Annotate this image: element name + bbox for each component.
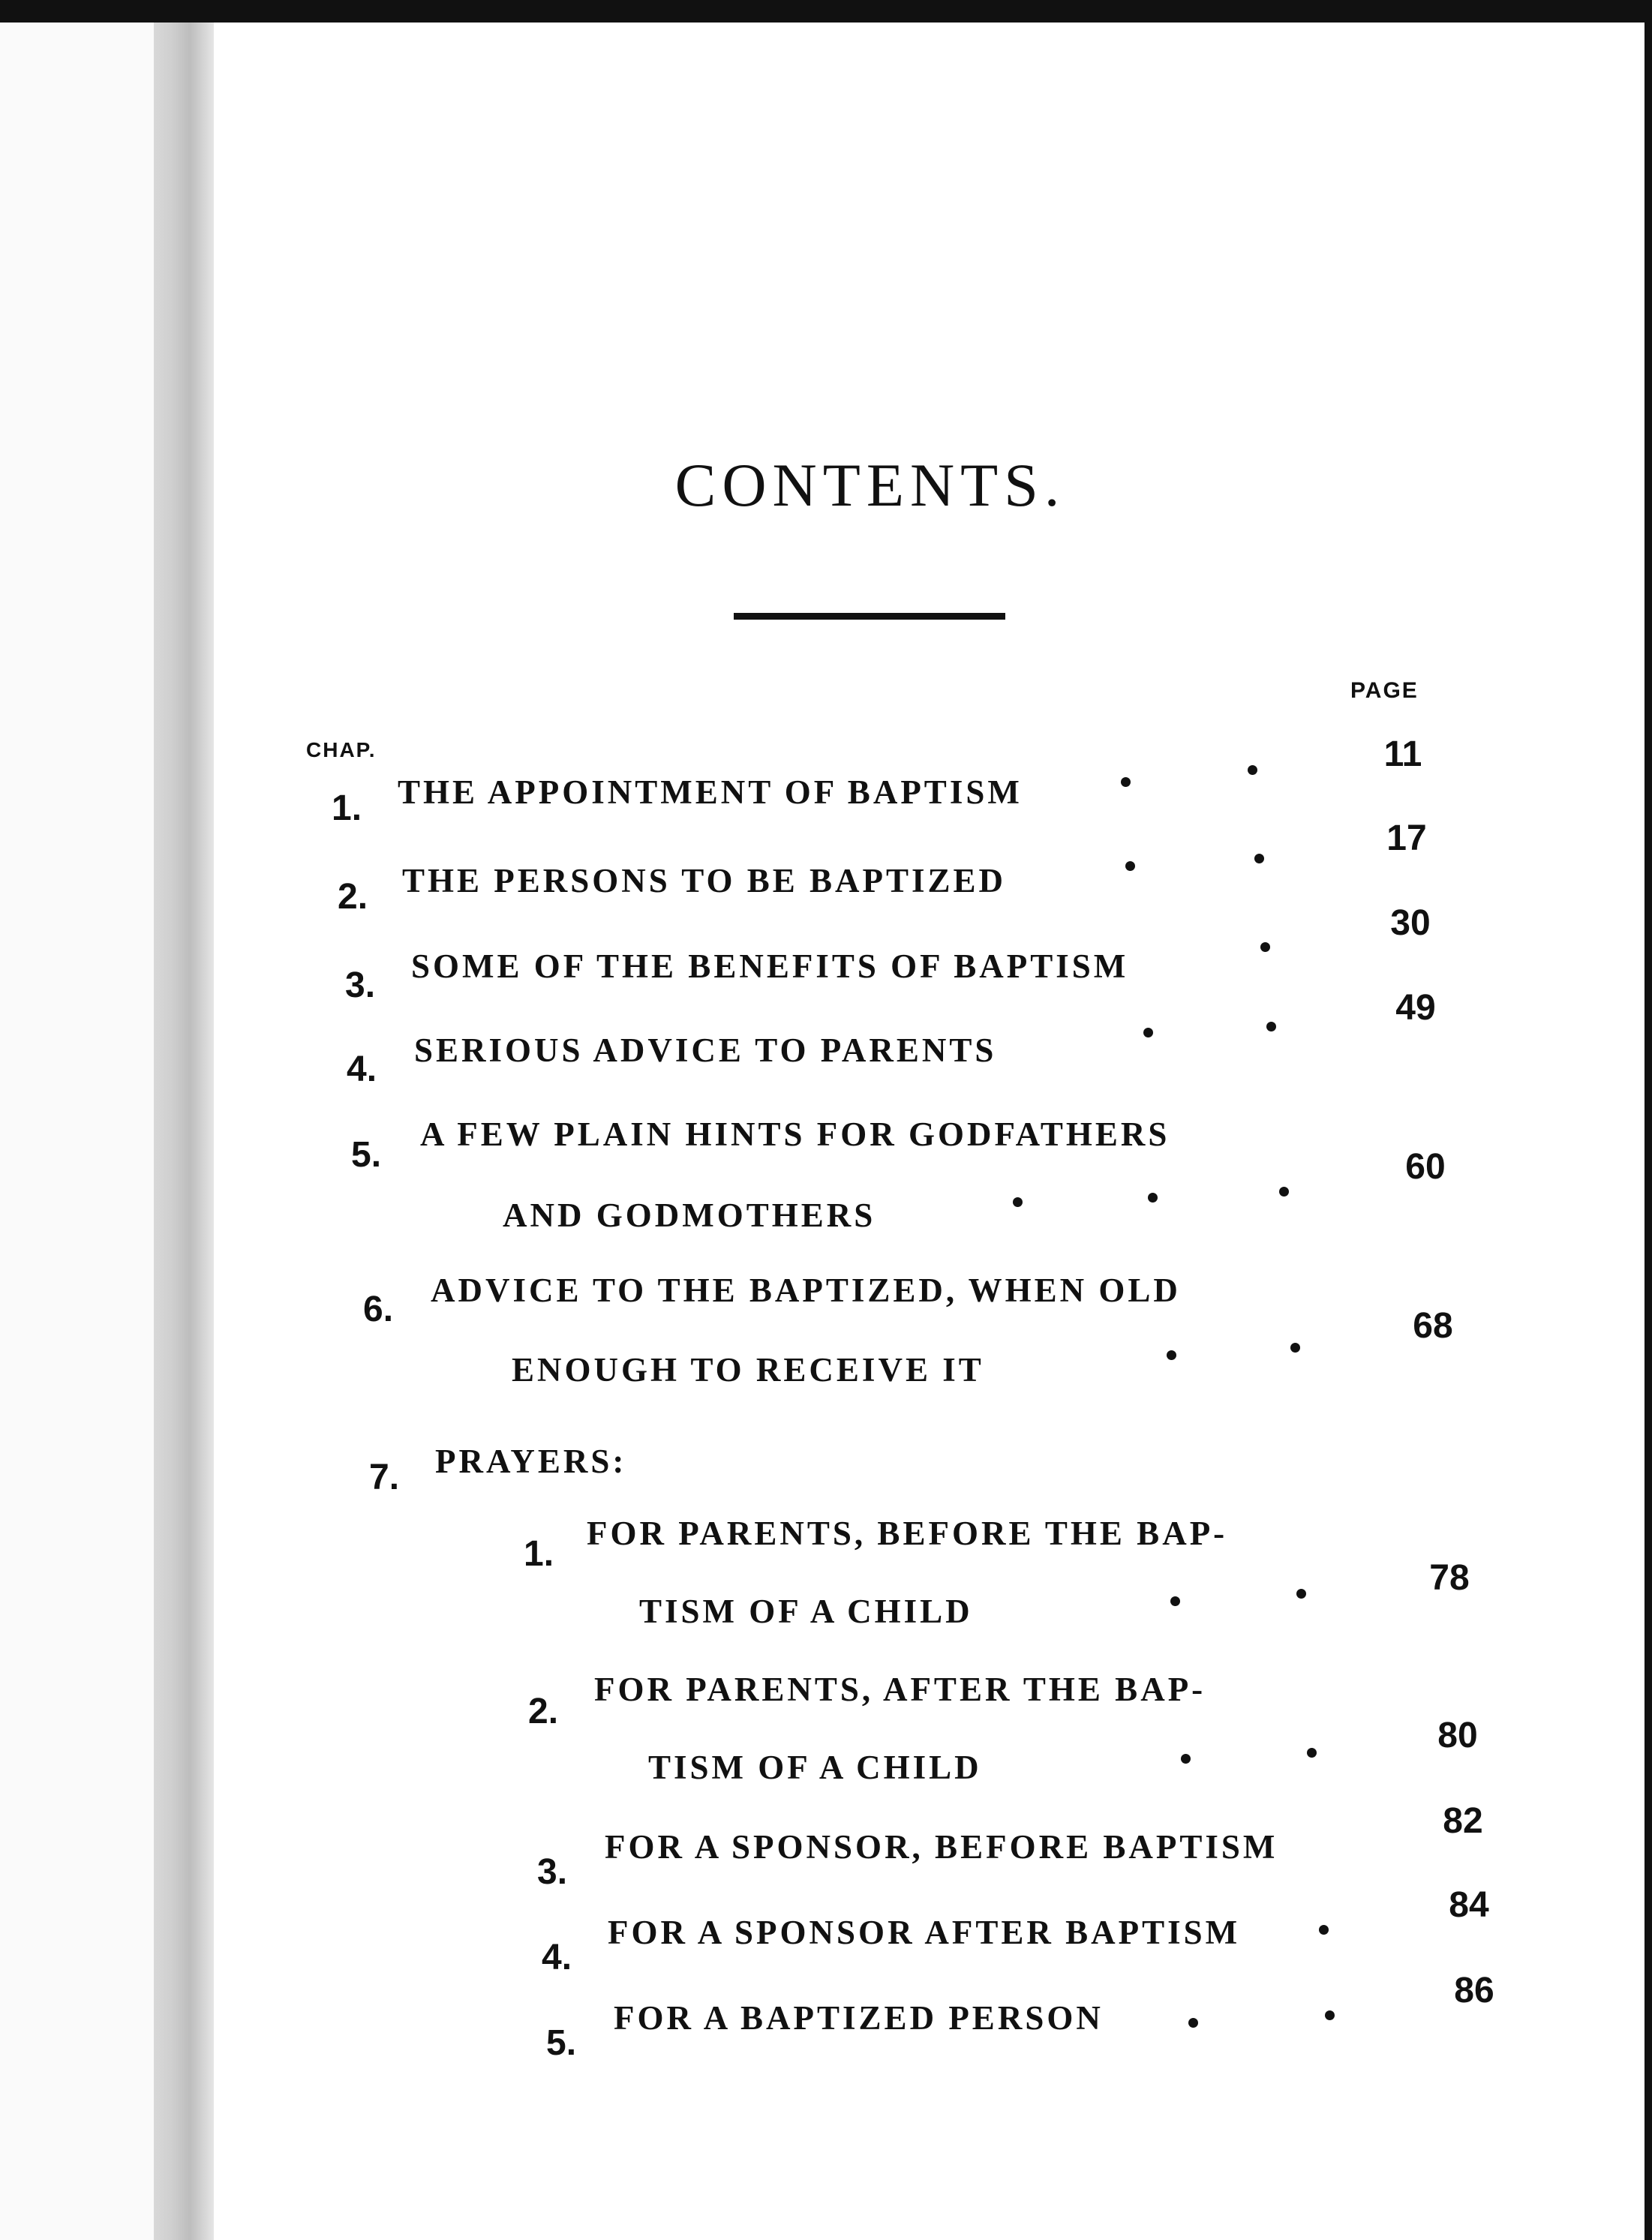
subentry-title-continuation: TISM OF A CHILD xyxy=(639,1593,973,1630)
leader-dot xyxy=(1279,1187,1289,1197)
book-gutter-shadow xyxy=(154,23,214,2240)
entry-number: 4. xyxy=(347,1049,377,1089)
entry-title: THE PERSONS TO BE BAPTIZED xyxy=(402,862,1007,899)
entry-page-number: 17 xyxy=(1386,818,1427,858)
subentry-number: 2. xyxy=(528,1692,559,1731)
entry-title: THE APPOINTMENT OF BAPTISM xyxy=(398,773,1023,811)
leader-dot xyxy=(1143,1028,1153,1037)
entry-number: 2. xyxy=(338,877,368,917)
entry-title-continuation: AND GODMOTHERS xyxy=(503,1197,876,1234)
subentry-title: FOR A SPONSOR, BEFORE BAPTISM xyxy=(605,1828,1278,1866)
entry-number: 5. xyxy=(351,1135,382,1175)
subentry-page-number: 80 xyxy=(1437,1716,1478,1755)
entry-number: 7. xyxy=(369,1458,400,1497)
subentry-number: 3. xyxy=(537,1852,568,1892)
subentry-number: 4. xyxy=(542,1938,572,1977)
page-title: CONTENTS. xyxy=(674,451,1066,519)
subentry-page-number: 82 xyxy=(1443,1801,1483,1841)
leader-dot xyxy=(1013,1197,1023,1207)
subentry-number: 5. xyxy=(546,2023,577,2063)
entry-number: 6. xyxy=(363,1290,394,1329)
leader-dot xyxy=(1248,765,1257,775)
subentry-title: FOR A BAPTIZED PERSON xyxy=(614,1999,1104,2037)
leader-dot xyxy=(1307,1748,1317,1758)
subentry-title-continuation: TISM OF A CHILD xyxy=(648,1749,982,1786)
title-rule-divider xyxy=(734,613,1005,620)
chapter-column-label: CHAP. xyxy=(306,738,377,761)
leader-dot xyxy=(1254,854,1264,863)
subentry-title: FOR PARENTS, AFTER THE BAP- xyxy=(594,1671,1206,1708)
subentry-title: FOR A SPONSOR AFTER BAPTISM xyxy=(608,1914,1241,1951)
page-column-label: PAGE xyxy=(1350,678,1419,703)
leader-dot xyxy=(1181,1754,1191,1764)
leader-dot xyxy=(1148,1193,1158,1203)
leader-dot xyxy=(1260,942,1270,952)
subentry-number: 1. xyxy=(524,1534,554,1574)
leader-dot xyxy=(1170,1596,1180,1606)
entry-title: A FEW PLAIN HINTS FOR GODFATHERS xyxy=(420,1115,1170,1153)
scan-top-border xyxy=(0,0,1652,23)
leader-dot xyxy=(1167,1350,1176,1360)
subentry-page-number: 78 xyxy=(1429,1558,1470,1598)
entry-page-number: 49 xyxy=(1395,988,1436,1028)
leader-dot xyxy=(1266,1022,1276,1031)
leader-dot xyxy=(1125,861,1135,871)
subentry-page-number: 86 xyxy=(1454,1971,1494,2010)
entry-page-number: 30 xyxy=(1390,903,1431,943)
leader-dot xyxy=(1319,1925,1329,1935)
entry-number: 3. xyxy=(345,965,376,1005)
scan-right-border xyxy=(1644,0,1652,2240)
entry-page-number: 60 xyxy=(1405,1147,1446,1187)
leader-dot xyxy=(1121,777,1131,787)
facing-page-blank xyxy=(0,23,154,2240)
entry-title-continuation: ENOUGH TO RECEIVE IT xyxy=(512,1351,984,1389)
entry-title: ADVICE TO THE BAPTIZED, WHEN OLD xyxy=(431,1272,1181,1309)
leader-dot xyxy=(1325,2010,1335,2020)
subentry-title: FOR PARENTS, BEFORE THE BAP- xyxy=(587,1515,1228,1552)
subentry-page-number: 84 xyxy=(1449,1885,1489,1925)
leader-dot xyxy=(1188,2018,1198,2028)
entry-page-number: 11 xyxy=(1383,734,1422,774)
entry-page-number: 68 xyxy=(1413,1306,1453,1346)
leader-dot xyxy=(1290,1343,1300,1353)
entry-title: PRAYERS: xyxy=(435,1443,627,1480)
entry-number: 1. xyxy=(332,788,362,828)
entry-title: SERIOUS ADVICE TO PARENTS xyxy=(414,1031,997,1069)
entry-title: SOME OF THE BENEFITS OF BAPTISM xyxy=(411,947,1129,985)
leader-dot xyxy=(1296,1589,1306,1599)
